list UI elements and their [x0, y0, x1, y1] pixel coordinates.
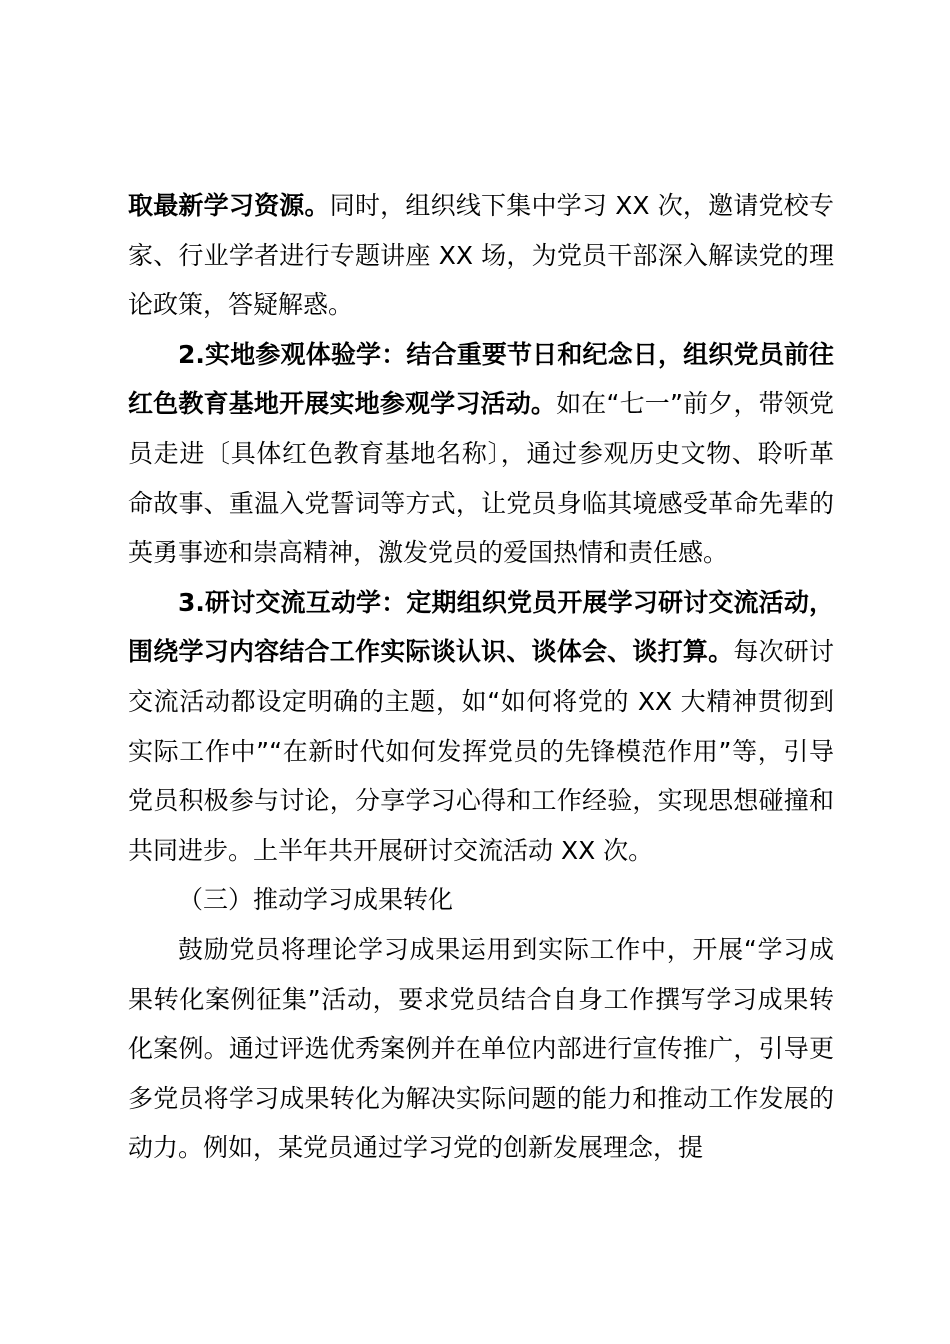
paragraph-body: （三）推动学习成果转化 [178, 885, 454, 915]
paragraph-lead: 2.实地参观体验学：结合重要节日和纪念日，组织党员前往红色教育基地开展实地参观学习活动。 [128, 339, 834, 419]
section-heading [128, 875, 834, 925]
paragraph-body: 如在“七一”前夕，带领党员走进〔具体红色教育基地名称〕，通过参观历史文物、聆听革命故事、重温入党誓词等方式，让党员身临其境感受革命先辈的英勇事迹和崇高精神，激发党员的爱国热情和责任感。 [128, 389, 834, 568]
document-page [128, 181, 834, 1173]
paragraph-online-study [128, 181, 834, 330]
paragraph-field-visit [128, 330, 834, 578]
paragraph-achievement-transfer [128, 925, 834, 1173]
paragraph-seminar-exchange [128, 578, 834, 876]
paragraph-lead: 3.研讨交流互动学：定期组织党员开展学习研讨交流活动，围绕学习内容结合工作实际谈认识、谈体会、谈打算。 [128, 587, 834, 667]
paragraph-body: 鼓励党员将理论学习成果运用到实际工作中，开展“学习成果转化案例征集”活动，要求党员结合自身工作撰写学习成果转化案例。通过评选优秀案例并在单位内部进行宣传推广，引导更多党员将学习成果转化为解决实际问题的能力和推动工作发展的动力。例如，某党员通过学习党的创新发展理念，提 [128, 934, 834, 1163]
paragraph-lead: 取最新学习资源。 [128, 191, 330, 220]
paragraph-body: 同时，组织线下集中学习 XX 次，邀请党校专家、行业学者进行专题讲座 XX 场，为党员干部深入解读党的理论政策，答疑解惑。 [128, 191, 834, 320]
paragraph-body: 每次研讨交流活动都设定明确的主题，如“如何将党的 XX 大精神贯彻到实际工作中”“在新时代如何发挥党员的先锋模范作用”等，引导党员积极参与讨论，分享学习心得和工作经验，实现思想碰撞和共同进步。上半年共开展研讨交流活动 XX 次。 [128, 637, 834, 865]
